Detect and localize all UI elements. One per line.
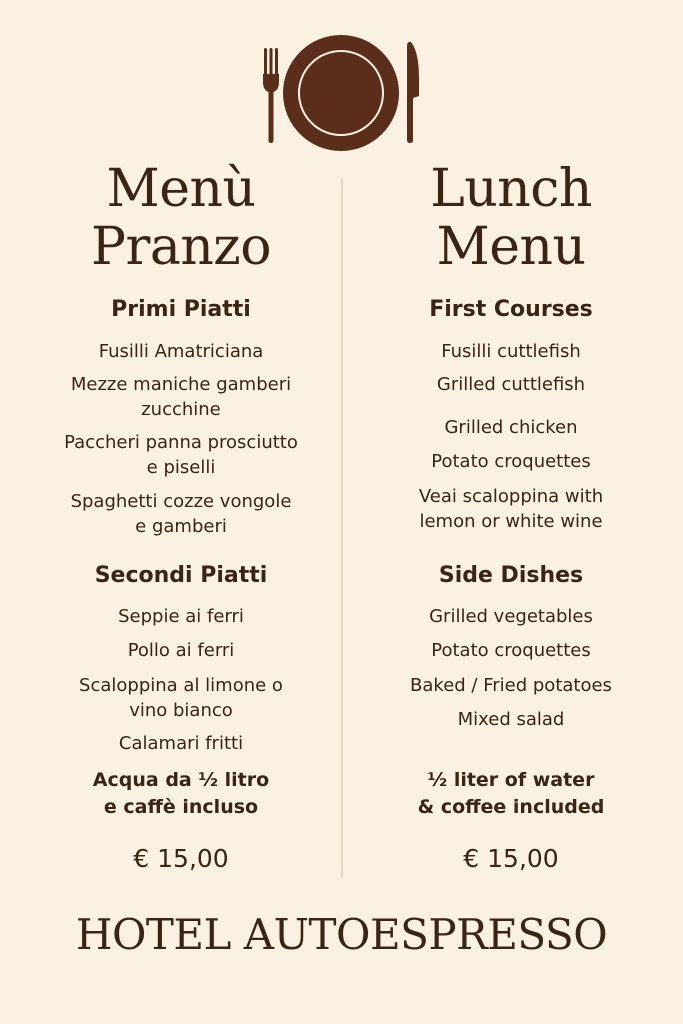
menu-item (20, 372, 342, 422)
menu-title (20, 160, 342, 276)
item-line: vino bianco (129, 700, 233, 721)
item-line: Fusilli Amatriciana (98, 341, 264, 362)
menu-item (350, 372, 672, 397)
title-line: Lunch (430, 159, 592, 219)
menu-item (20, 430, 342, 480)
menu-item (20, 339, 342, 364)
menu-item (20, 604, 342, 629)
included-note (350, 767, 672, 821)
item-line: Mezze maniche gamberi (70, 374, 292, 395)
section-heading: First Courses (429, 297, 593, 322)
item-line: Grilled cuttlefish (436, 374, 586, 395)
menu-item (20, 673, 342, 723)
item-line: Grilled vegetables (429, 606, 593, 627)
item-line: Pollo ai ferri (127, 640, 235, 661)
item-line: zucchine (141, 399, 221, 420)
menu-item (350, 707, 672, 732)
item-line: Scaloppina al limone o (79, 675, 283, 696)
menu-item (20, 638, 342, 663)
menu-item (20, 489, 342, 539)
menu-item (350, 638, 672, 663)
item-line: Mixed salad (457, 709, 565, 730)
note-line: & coffee included (417, 796, 605, 818)
menu-item (350, 415, 672, 440)
menu-item (350, 604, 672, 629)
menu-item (350, 449, 672, 474)
fork-icon (263, 48, 279, 143)
hotel-name: HOTEL AUTOESPRESSO (75, 910, 608, 959)
title-line: Menu (436, 217, 586, 277)
knife-icon (407, 42, 419, 143)
item-line: Baked / Fried potatoes (410, 675, 612, 696)
menu-item (350, 673, 672, 698)
title-line: Pranzo (90, 217, 272, 277)
menu-title (350, 160, 672, 276)
item-line: e piselli (146, 457, 216, 478)
item-line: lemon or white wine (419, 511, 603, 532)
title-line: Menù (106, 159, 256, 219)
section-heading: Primi Piatti (111, 297, 251, 322)
price: € 15,00 (463, 844, 559, 873)
menu-item (20, 731, 342, 756)
note-line: e caffè incluso (103, 796, 259, 818)
price: € 15,00 (133, 844, 229, 873)
section-heading: Side Dishes (438, 563, 584, 588)
item-line: Grilled chicken (444, 417, 578, 438)
note-line: Acqua da ½ litro (92, 769, 270, 791)
item-line: Veai scaloppina with (418, 486, 604, 507)
note-line: ½ liter of water (427, 769, 595, 791)
plate-icon (283, 35, 399, 151)
included-note (20, 767, 342, 821)
item-line: Potato croquettes (431, 451, 591, 472)
item-line: Potato croquettes (431, 640, 591, 661)
cutlery-emblem (0, 0, 683, 160)
menu-item (350, 339, 672, 364)
item-line: Seppie ai ferri (118, 606, 244, 627)
item-line: Calamari fritti (118, 733, 244, 754)
item-line: Spaghetti cozze vongole (70, 491, 292, 512)
section-heading: Secondi Piatti (94, 563, 268, 588)
item-line: Paccheri panna prosciutto (64, 432, 298, 453)
menu-item (350, 484, 672, 534)
item-line: Fusilli cuttlefish (441, 341, 581, 362)
item-line: e gamberi (135, 516, 227, 537)
